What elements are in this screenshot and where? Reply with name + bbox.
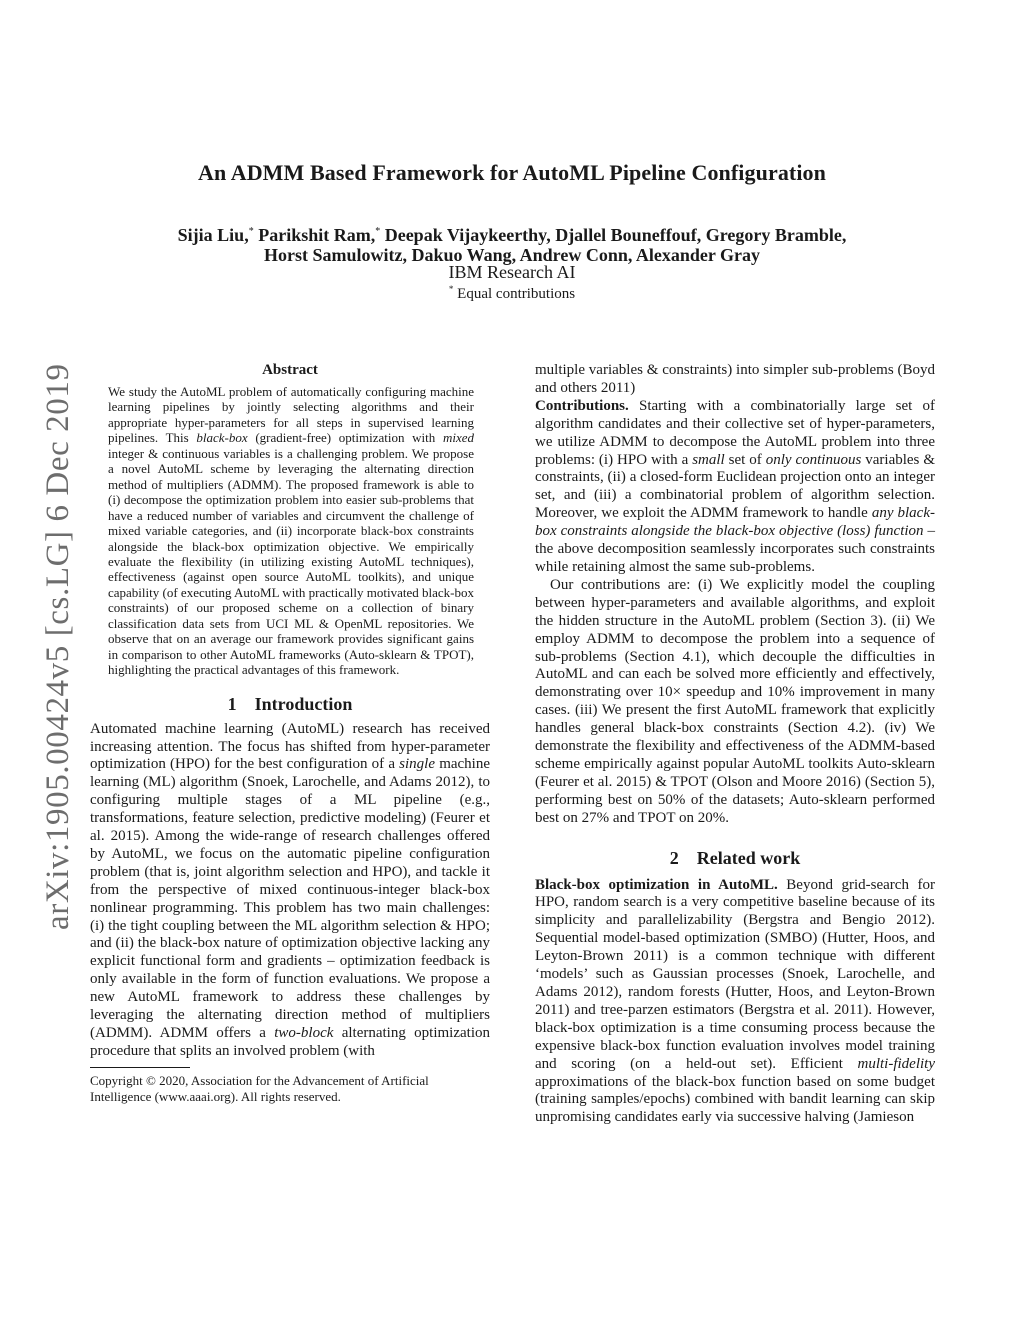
related-text-part: approximations of the black-box function based on some budget (training samples/epochs) combined with bandit learning can skip unpromising candidates early via successive halving (Jamieson bbox=[535, 1073, 935, 1126]
author-liu: Sijia Liu, bbox=[177, 225, 249, 245]
intro-paragraph bbox=[90, 721, 490, 1061]
section-title: Related work bbox=[696, 847, 801, 868]
left-column bbox=[90, 362, 490, 1105]
abstract-text-part: integer & continuous variables is a challenging problem. We propose a novel AutoML scheme by leveraging the alternating direction method of multipliers (ADMM). The proposed framework is able to (i) decompose the optimization problem into easier sub-problems that have a reduced number of variables and circumvent the challenge of mixed variable categories, and (ii) incorporate black-box constraints alongside the black-box optimization objective. We empirically evaluate the flexibility (in utilizing existing AutoML techniques), effectiveness (against open source AutoML toolkits), and unique capability (of executing AutoML with practically motivated black-box constraints) of our proposed scheme on a collection of binary classification data sets from UCI ML & OpenML repositories. We observe that on an average our framework provides significant gains in comparison to other AutoML frameworks (Auto-sklearn & TPOT), highlighting the practical advantages of this framework. bbox=[108, 445, 474, 678]
author-ram: Parikshit Ram, bbox=[253, 225, 376, 245]
abstract-text-part: (gradient-free) optimization with bbox=[247, 430, 443, 446]
equal-contrib-mark: * bbox=[248, 226, 254, 237]
abstract-text-part: We study the AutoML problem of automatically configuring machine learning pipelines by jointly selecting algorithms and their appropriate hyper-parameters for all steps in supervised learning pipelines. This bbox=[108, 384, 474, 446]
intro-text-part: machine learning (ML) algorithm (Snoek, Larochelle, and Adams 2012), to configuring multiple stages of a ML pipeline (e.g., transformations, feature selection, predictive modeling) (Feurer et al. 2015). Among the wide-range of research challenges offered by AutoML, we focus on the automatic pipeline configuration problem (that is, joint algorithm selection and HPO), and tackle it from the perspective of mixed continuous-integer black-box nonlinear programming. This problem has two main challenges: (i) the tight coupling between the ML algorithm selection & HPO; and (ii) the black-box nature of optimization objective lacking any explicit functional form and gradients – optimization feedback is only available in the form of function evaluations. We propose a new AutoML framework to address these challenges by leveraging the alternating direction method of multipliers (ADMM). ADMM offers a bbox=[90, 756, 490, 1042]
contributions-text-part: variables & constraints, (ii) a closed-form Euclidean projection onto an integer set, and (iii) a combinatorial problem of algorithm selection. Moreover, we exploit the ADMM framework to handle bbox=[535, 451, 936, 522]
contributions-list-paragraph: Our contributions are: (i) We explicitly model the coupling between hyper-parameters and available algorithms, and exploit the hidden structure in the AutoML problem (Section 3). (ii) We employ ADMM to decompose the problem into a sequence of sub-problems (Section 4.1), which decouple the difficulties in AutoML and can each be solved more efficiently and effectively, demonstrating over 10× speedup and 10% improvement in many cases. (iii) We present the first AutoML framework that explicitly handles general black-box constraints (Section 4.2). (iv) We demonstrate the flexibility and effectiveness of the ADMM-based scheme empirically against popular AutoML toolkits Auto-sklearn (Feurer et al. 2015) & TPOT (Olson and Moore 2016) (Section 5), performing best on 50% of the datasets; Auto-sklearn performed best on 27% and TPOT on 20%. bbox=[535, 576, 935, 826]
copyright-footnote: Copyright © 2020, Association for the Advancement of Artificial Intelligence (www.aaai.org). All rights reserved. bbox=[90, 1072, 429, 1104]
section-title: Introduction bbox=[254, 693, 353, 714]
contributions-emphasis: only continuous bbox=[765, 451, 862, 468]
related-work-paragraph bbox=[535, 877, 935, 1128]
intro-text-part: alternating optimization procedure that splits an involved problem (with bbox=[90, 1025, 490, 1059]
affiliation: IBM Research AI bbox=[448, 262, 576, 282]
related-run-in-heading: Black-box optimization in AutoML. bbox=[535, 876, 778, 893]
intro-emphasis: single bbox=[399, 756, 436, 773]
section-heading-introduction bbox=[90, 694, 490, 715]
contributions-emphasis: small bbox=[692, 451, 725, 468]
related-emphasis: multi-fidelity bbox=[857, 1055, 935, 1072]
intro-text-part: Automated machine learning (AutoML) research has received increasing attention. The focus has shifted from hyper-parameter optimization (HPO) for the best configuration of a bbox=[90, 720, 490, 773]
abstract-text bbox=[108, 384, 474, 678]
contributions-text-part: – the above decomposition seamlessly incorporates such constraints while retaining almost the same sub-problems. bbox=[535, 523, 935, 575]
paper-title: An ADMM Based Framework for AutoML Pipeline Configuration bbox=[198, 160, 826, 185]
author-line-2: Horst Samulowitz, Dakuo Wang, Andrew Conn, Alexander Gray bbox=[263, 245, 761, 265]
abstract-heading: Abstract bbox=[262, 362, 318, 378]
contributions-run-in-heading: Contributions. bbox=[535, 397, 629, 414]
footnote-divider bbox=[90, 1067, 190, 1068]
intro-emphasis: two-block bbox=[274, 1025, 334, 1042]
related-text-part: Beyond grid-search for HPO, random search is a very competitive baseline because of its simplicity and parallelizability (Bergstra and Bengio 2012). Sequential model-based optimization (SMBO) (Hutter, Hoos, and Leyton-Brown 2011) is a common technique with different ‘models’ such as Gaussian processes (Snoek, Larochelle, and Adams 2012), random forests (Hutter, Hoos, and Leyton-Brown 2011) and tree-parzen estimators (Bergstra et al. 2011). However, black-box optimization is a time consuming process because the expensive black-box function evaluation involves model training and scoring (on a held-out set). Efficient bbox=[535, 876, 935, 1072]
contributions-paragraph bbox=[535, 398, 935, 577]
right-column bbox=[535, 362, 935, 1127]
section-number: 2 bbox=[669, 847, 679, 868]
contributions-text-part: Starting with a combinatorially large set of algorithm candidates and their collective set of hyper-parameters, we utilize ADMM to decompose the AutoML problem into three problems: (i) HPO with a bbox=[535, 397, 935, 468]
section-heading-related-work bbox=[535, 848, 935, 869]
abstract-emphasis: black-box bbox=[196, 430, 248, 446]
author-line-1 bbox=[0, 222, 1024, 245]
contributions-text-part: set of bbox=[724, 451, 766, 468]
arxiv-identifier: arXiv:1905.00424v5 [cs.LG] 6 Dec 2019 bbox=[40, 363, 76, 930]
author-rest: Deepak Vijaykeerthy, Djallel Bouneffouf, Gregory Bramble, bbox=[380, 225, 847, 245]
continuation-paragraph: multiple variables & constraints) into simpler sub-problems (Boyd and others 2011) bbox=[535, 362, 935, 396]
author-list bbox=[0, 222, 1024, 265]
equal-contributions-text: Equal contributions bbox=[453, 286, 576, 302]
equal-contributions-note bbox=[0, 284, 1024, 303]
abstract-emphasis: mixed bbox=[442, 430, 474, 446]
contributions-emphasis: any black-box constraints alongside the black-box objective (loss) function bbox=[535, 505, 935, 540]
equal-contrib-mark: * bbox=[375, 226, 381, 237]
equal-contrib-mark: * bbox=[448, 284, 454, 294]
section-number: 1 bbox=[227, 693, 237, 714]
